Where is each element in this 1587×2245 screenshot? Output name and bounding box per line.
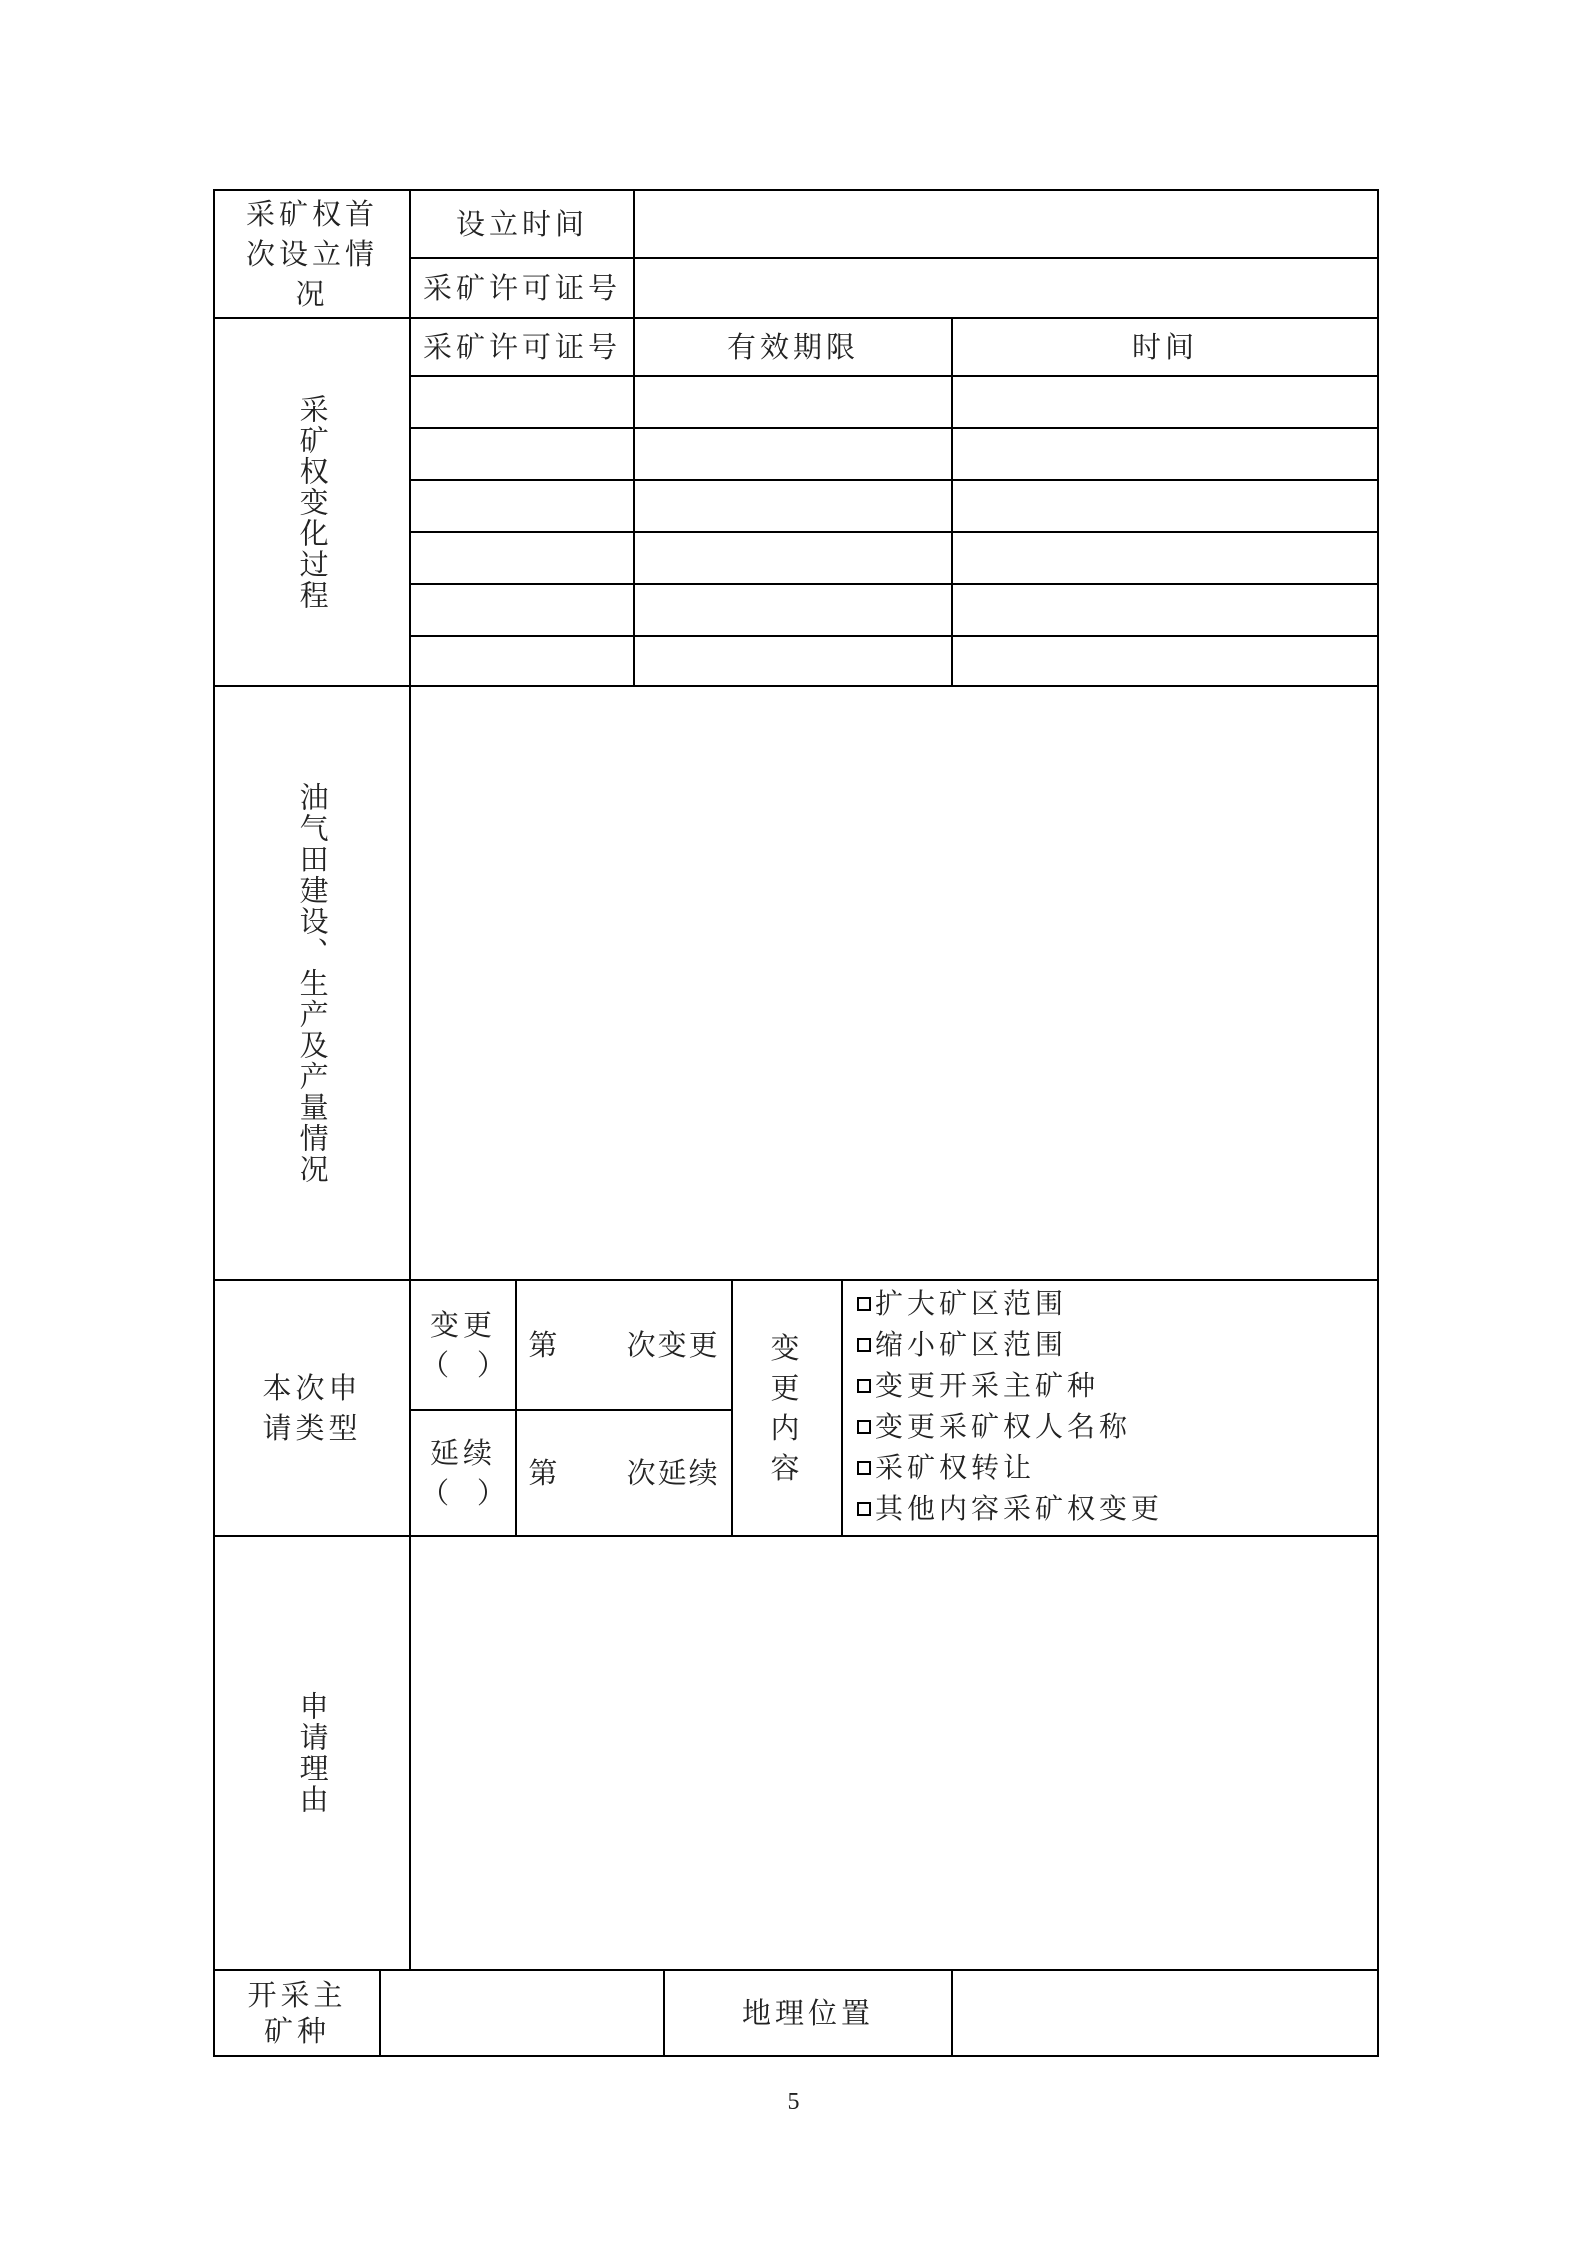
table-cell[interactable] bbox=[951, 427, 1379, 481]
table-cell[interactable] bbox=[633, 531, 953, 585]
setup-time-field[interactable] bbox=[633, 189, 1379, 259]
table-cell[interactable] bbox=[409, 479, 635, 533]
first-setup-label: 采矿权首次设立情况 bbox=[245, 197, 378, 311]
checkbox-icon[interactable] bbox=[857, 1379, 871, 1393]
change-history-label-cell bbox=[213, 317, 411, 687]
extend-count-cell[interactable] bbox=[515, 1409, 733, 1537]
mineral-label: 开采主矿种 bbox=[247, 1978, 347, 2048]
change-type-paren: （ ） bbox=[420, 1348, 506, 1382]
first-setup-section bbox=[213, 189, 1379, 319]
table-cell[interactable] bbox=[409, 375, 635, 429]
extend-type-label: 延续 bbox=[429, 1436, 496, 1470]
location-label: 地理位置 bbox=[741, 1996, 874, 2030]
license-no-label: 采矿许可证号 bbox=[422, 271, 621, 305]
first-setup-label-cell bbox=[213, 189, 411, 319]
table-cell[interactable] bbox=[633, 427, 953, 481]
application-type-label: 本次申请类型 bbox=[262, 1371, 362, 1445]
table-cell[interactable] bbox=[951, 479, 1379, 533]
page-number: 5 bbox=[787, 2089, 800, 2115]
change-type-cell[interactable] bbox=[409, 1279, 517, 1411]
checkbox-icon[interactable] bbox=[857, 1502, 871, 1516]
option-expand-area[interactable]: 扩大矿区范围 bbox=[857, 1283, 1377, 1324]
production-field[interactable] bbox=[409, 685, 1379, 1281]
extend-count-text: 第 次延续 bbox=[528, 1456, 720, 1490]
reason-label: 申请理由 bbox=[295, 1691, 330, 1815]
table-cell[interactable] bbox=[633, 635, 953, 687]
license-no-label-cell bbox=[409, 257, 635, 319]
mineral-label-cell bbox=[213, 1969, 381, 2057]
application-type-label-cell bbox=[213, 1279, 411, 1537]
change-history-label: 采矿权变化过程 bbox=[295, 393, 330, 611]
option-transfer[interactable]: 采矿权转让 bbox=[857, 1447, 1377, 1488]
bottom-section bbox=[213, 1969, 1379, 2057]
option-other-change[interactable]: 其他内容采矿权变更 bbox=[857, 1488, 1377, 1529]
checkbox-icon[interactable] bbox=[857, 1297, 871, 1311]
production-section bbox=[213, 685, 1379, 1281]
location-label-cell bbox=[663, 1969, 953, 2057]
table-cell[interactable] bbox=[409, 427, 635, 481]
application-type-section bbox=[213, 1279, 1379, 1537]
table-cell[interactable] bbox=[951, 531, 1379, 585]
table-cell[interactable] bbox=[951, 375, 1379, 429]
table-cell[interactable] bbox=[409, 583, 635, 637]
change-history-section bbox=[213, 317, 1379, 687]
header-license-no: 采矿许可证号 bbox=[409, 317, 635, 377]
change-count-text: 第 次变更 bbox=[528, 1328, 720, 1362]
checkbox-icon[interactable] bbox=[857, 1420, 871, 1434]
table-cell[interactable] bbox=[633, 375, 953, 429]
change-type-label: 变更 bbox=[429, 1308, 496, 1342]
setup-time-label: 设立时间 bbox=[455, 207, 588, 241]
table-cell[interactable] bbox=[633, 479, 953, 533]
header-time: 时间 bbox=[951, 317, 1379, 377]
table-cell[interactable] bbox=[951, 635, 1379, 687]
table-cell[interactable] bbox=[409, 531, 635, 585]
reason-section bbox=[213, 1535, 1379, 1971]
reason-label-cell bbox=[213, 1535, 411, 1971]
option-change-mineral[interactable]: 变更开采主矿种 bbox=[857, 1365, 1377, 1406]
header-validity: 有效期限 bbox=[633, 317, 953, 377]
extend-type-paren: （ ） bbox=[420, 1476, 506, 1510]
option-change-holder-name[interactable]: 变更采矿权人名称 bbox=[857, 1406, 1377, 1447]
mineral-field[interactable] bbox=[379, 1969, 665, 2057]
checkbox-icon[interactable] bbox=[857, 1338, 871, 1352]
checkbox-icon[interactable] bbox=[857, 1461, 871, 1475]
change-content-label: 变更内容 bbox=[770, 1331, 804, 1485]
change-content-label-cell bbox=[731, 1279, 843, 1537]
license-no-field[interactable] bbox=[633, 257, 1379, 319]
setup-time-label-cell bbox=[409, 189, 635, 259]
table-cell[interactable] bbox=[951, 583, 1379, 637]
production-label: 油气田建设、生产及产量情况 bbox=[295, 781, 330, 1185]
location-field[interactable] bbox=[951, 1969, 1379, 2057]
change-count-cell[interactable] bbox=[515, 1279, 733, 1411]
change-options-cell bbox=[841, 1279, 1379, 1537]
reason-field[interactable] bbox=[409, 1535, 1379, 1971]
table-cell[interactable] bbox=[633, 583, 953, 637]
production-label-cell bbox=[213, 685, 411, 1281]
extend-type-cell[interactable] bbox=[409, 1409, 517, 1537]
table-cell[interactable] bbox=[409, 635, 635, 687]
option-reduce-area[interactable]: 缩小矿区范围 bbox=[857, 1324, 1377, 1365]
